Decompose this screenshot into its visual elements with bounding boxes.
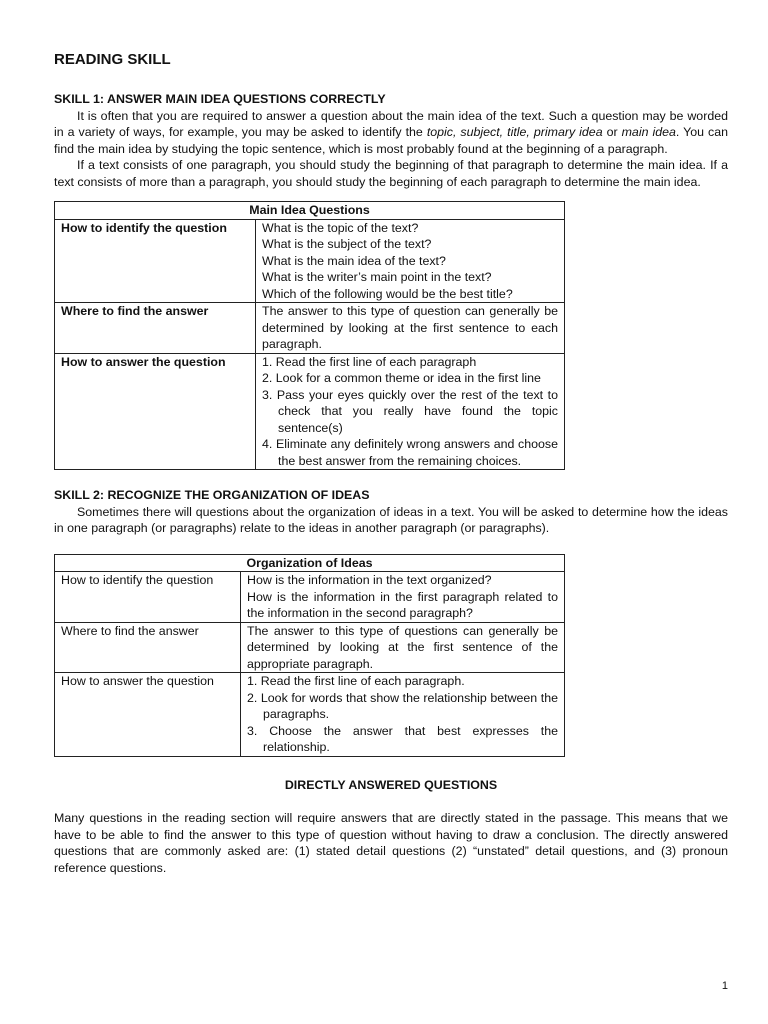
list-item: What is the main idea of the text? (262, 253, 446, 268)
skill2-heading: SKILL 2: RECOGNIZE THE ORGANIZATION OF IDEAS (54, 488, 370, 502)
where-label: Where to find the answer (55, 303, 256, 354)
list-item: 3. Pass your eyes quickly over the rest of the text to check that you really have found the topic sentence(s) (262, 387, 558, 435)
direct-questions-paragraph: Many questions in the reading section will require answers that are directly stated in the passage. This means that we have to be able to find the answer to this type of question without having to draw a conclusion. The directly answered questions that are commonly asked are: (1) stated detail questions (2) “unstated” detail questions, and (3) pronoun reference questions. (54, 811, 728, 875)
organization-table-title: Organization of Ideas (55, 554, 565, 572)
list-item: What is the writer’s main point in the text? (262, 270, 492, 284)
where-label: Where to find the answer (55, 622, 241, 673)
skill1-para1-part-a: It is often that you are required to answer a question about the main idea of the text. Such a question may be worded in a variety of ways, for example, you may be asked to identify the (54, 108, 728, 139)
table-row (55, 673, 565, 757)
identify-label: How to identify the question (55, 219, 256, 303)
table-row (55, 353, 565, 470)
skill1-para1-part-b: or (602, 125, 622, 139)
where-cell (256, 303, 565, 354)
how-cell (241, 673, 565, 757)
document-page (54, 50, 728, 876)
identify-label: How to identify the question (55, 572, 241, 623)
list-item: 2. Look for a common theme or idea in the first line (262, 371, 541, 385)
table-row (55, 219, 565, 303)
list-item: 1. Read the first line of each paragraph. (247, 674, 465, 688)
list-item: What is the subject of the text? (262, 237, 432, 251)
skill1-para1-italic-terms: topic, subject, title, primary idea (426, 125, 603, 139)
list-item: How is the information in the text organized? (247, 573, 492, 587)
list-item: What is the topic of the text? (262, 220, 419, 235)
skill1-paragraph-2: If a text consists of one paragraph, you should study the beginning of that paragraph to determine the main idea. If a text consists of more than a paragraph, you should study the beginning of each paragraph to determine the main idea. (54, 158, 728, 189)
identify-cell (256, 219, 565, 303)
list-item: 2. Look for words that show the relationship between the paragraphs. (247, 690, 558, 721)
list-item: 4. Eliminate any definitely wrong answers and choose the best answer from the remaining choices. (262, 437, 558, 468)
list-item: 1. Read the first line of each paragraph (262, 354, 477, 369)
how-label: How to answer the question (55, 353, 256, 470)
list-item: Which of the following would be the best title? (262, 286, 513, 301)
skill1-para1-italic-main-idea: main idea (621, 125, 676, 139)
direct-questions-heading: DIRECTLY ANSWERED QUESTIONS (284, 777, 498, 792)
page-title: READING SKILL (54, 51, 171, 68)
table-row (55, 622, 565, 673)
skill1-heading: SKILL 1: ANSWER MAIN IDEA QUESTIONS CORRECTLY (54, 92, 386, 106)
main-idea-table (54, 201, 565, 470)
skill1-paragraph-1 (54, 108, 728, 158)
table-row (55, 572, 565, 623)
how-steps-list (262, 354, 558, 470)
organization-table (54, 554, 565, 757)
skill2-paragraph: Sometimes there will questions about the organization of ideas in a text. You will be asked to determine how the ideas in one paragraph (or paragraphs) relate to the ideas in another paragraph (or paragraphs). (54, 504, 728, 535)
where-cell (241, 622, 565, 673)
how-label: How to answer the question (55, 673, 241, 757)
list-item: How is the information in the first paragraph related to the information in the second paragraph? (247, 589, 558, 620)
identify-cell (241, 572, 565, 623)
how-cell (256, 353, 565, 470)
list-item: 3. Choose the answer that best expresses the relationship. (247, 723, 558, 754)
main-idea-table-title: Main Idea Questions (55, 202, 565, 220)
how-steps-list (247, 673, 558, 756)
where-text: The answer to this type of question can generally be determined by looking at the first sentence to each paragraph. (262, 304, 558, 351)
skill1-para1-part-c: . You can find the main idea by studying the topic sentence, which is most probably found at the beginning of a paragraph. (54, 125, 729, 156)
table-row (55, 303, 565, 354)
page-number: 1 (721, 980, 728, 992)
where-text: The answer to this type of questions can generally be determined by looking at the first sentence of the appropriate paragraph. (247, 623, 558, 671)
